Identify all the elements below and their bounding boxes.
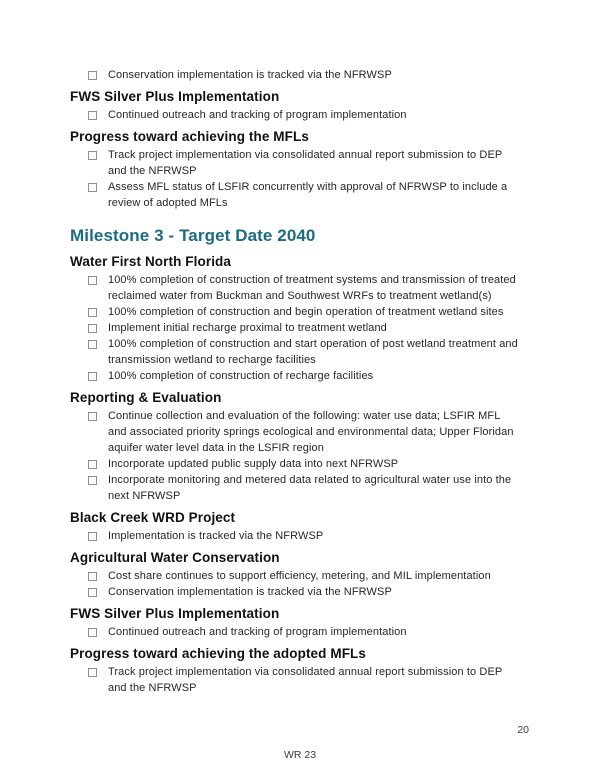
checkbox-bullet-icon [88,412,97,421]
bullet-list [70,272,540,384]
list-item-text: Cost share continues to support efficiency, metering, and MIL implementation [108,570,491,582]
checkbox-bullet-icon [88,668,97,677]
bullet-list [70,568,540,600]
section-heading: Black Creek WRD Project [70,510,236,525]
document-section [70,67,540,83]
list-item [88,528,540,544]
list-item [88,179,540,211]
list-item-text: Track project implementation via consolidated annual report submission to DEP and the NFRWSP [108,666,503,694]
checkbox-bullet-icon [88,276,97,285]
list-item-text: Continued outreach and tracking of program implementation [108,109,407,121]
checkbox-bullet-icon [88,628,97,637]
bullet-list [70,408,540,504]
list-item-text: 100% completion of construction of treatment systems and transmission of treated reclaimed water from Buckman and Southwest WRFs to treatment wetland(s) [108,274,516,302]
document-section [70,88,540,123]
checkbox-bullet-icon [88,151,97,160]
list-item [88,584,540,600]
list-item [88,472,540,504]
list-item-text: Incorporate monitoring and metered data related to agricultural water use into the next NFRWSP [108,474,512,502]
list-item [88,320,540,336]
section-heading: Reporting & Evaluation [70,390,222,405]
page-number: 20 [517,724,529,736]
checkbox-bullet-icon [88,308,97,317]
bullet-list [70,528,540,544]
list-item [88,336,540,368]
list-item [88,147,540,179]
checkbox-bullet-icon [88,588,97,597]
milestone-heading: Milestone 3 - Target Date 2040 [70,226,316,245]
list-item [88,304,540,320]
section-heading: Agricultural Water Conservation [70,550,280,565]
checkbox-bullet-icon [88,71,97,80]
bullet-list [70,664,540,696]
list-item-text: 100% completion of construction and begin operation of treatment wetland sites [108,306,504,318]
bullet-list [70,147,540,211]
list-item-text: Continue collection and evaluation of the following: water use data; LSFIR MFL and associated priority springs ecological and environmental data; Upper Floridan aquifer water level data in the LSFIR region [108,410,514,454]
list-item [88,67,540,83]
list-item-text: 100% completion of construction and start operation of post wetland treatment and transmission wetland to recharge facilities [108,338,518,366]
list-item [88,624,540,640]
list-item-text: Conservation implementation is tracked via the NFRWSP [108,69,392,81]
document-section [70,253,540,384]
bullet-list [70,107,540,123]
document-section [70,549,540,600]
list-item [88,664,540,696]
list-item [88,456,540,472]
checkbox-bullet-icon [88,532,97,541]
checkbox-bullet-icon [88,572,97,581]
list-item [88,368,540,384]
list-item-text: Continued outreach and tracking of program implementation [108,626,407,638]
bullet-list [70,624,540,640]
checkbox-bullet-icon [88,111,97,120]
list-item-text: Incorporate updated public supply data into next NFRWSP [108,458,399,470]
checkbox-bullet-icon [88,340,97,349]
bullet-list [70,67,540,83]
document-section [70,128,540,211]
list-item-text: Assess MFL status of LSFIR concurrently with approval of NFRWSP to include a review of adopted MFLs [108,181,508,209]
section-heading: FWS Silver Plus Implementation [70,89,280,104]
section-heading: Progress toward achieving the adopted MFLs [70,646,366,661]
document-section [70,605,540,640]
footer-label: WR 23 [283,749,317,761]
document-body [70,67,540,696]
section-heading: Progress toward achieving the MFLs [70,129,309,144]
document-section [70,645,540,696]
list-item-text: Implement initial recharge proximal to treatment wetland [108,322,387,334]
list-item-text: Conservation implementation is tracked via the NFRWSP [108,586,392,598]
document-section [70,389,540,504]
list-item [88,272,540,304]
list-item-text: 100% completion of construction of recharge facilities [108,370,374,382]
list-item [88,107,540,123]
checkbox-bullet-icon [88,324,97,333]
document-section [70,225,540,247]
list-item [88,568,540,584]
checkbox-bullet-icon [88,460,97,469]
document-section [70,509,540,544]
list-item-text: Implementation is tracked via the NFRWSP [108,530,324,542]
checkbox-bullet-icon [88,372,97,381]
list-item-text: Track project implementation via consolidated annual report submission to DEP and the NFRWSP [108,149,503,177]
checkbox-bullet-icon [88,183,97,192]
list-item [88,408,540,456]
section-heading: FWS Silver Plus Implementation [70,606,280,621]
checkbox-bullet-icon [88,476,97,485]
section-heading: Water First North Florida [70,254,232,269]
